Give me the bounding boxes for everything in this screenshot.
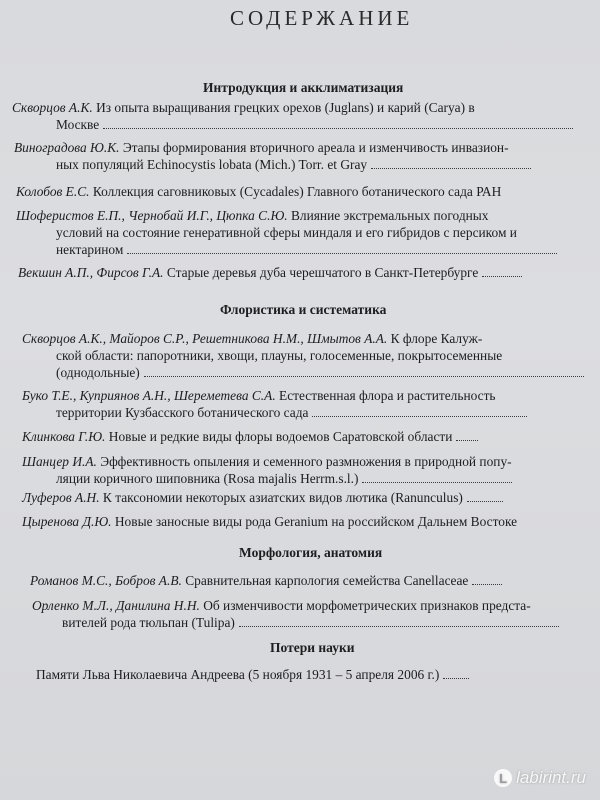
page-title: СОДЕРЖАНИЕ bbox=[230, 6, 414, 30]
entry-authors: Скворцов А.К., Майоров С.Р., Решетникова Н.М., Шмытов А.А. bbox=[22, 331, 388, 346]
toc-entry bbox=[16, 207, 557, 258]
leader-dots bbox=[467, 500, 503, 502]
toc-entry bbox=[16, 183, 501, 200]
entry-title: Сравнительная карпология семейства Canellaceae bbox=[181, 573, 469, 588]
leader-dots bbox=[362, 481, 512, 483]
entry-title-cont: ляции коричного шиповника (Rosa majalis Herrm.s.l.) bbox=[56, 471, 359, 486]
entry-authors: Скворцов А.К. bbox=[12, 100, 93, 115]
toc-entry bbox=[22, 489, 503, 506]
entry-title-cont: нектарином bbox=[56, 242, 124, 257]
section-heading-losses: Потери науки bbox=[270, 640, 355, 655]
toc-entry bbox=[12, 99, 573, 133]
toc-entry bbox=[30, 572, 502, 589]
entry-authors: Цыренова Д.Ю. bbox=[22, 514, 112, 529]
entry-title-cont: ской области: папоротники, хвощи, плауны, голосеменные, покрытосеменные bbox=[56, 348, 503, 363]
entry-authors: Романов М.С., Бобров А.В. bbox=[30, 573, 182, 588]
entry-title-cont: ных популяций Echinocystis lobata (Mich.) Torr. et Gray bbox=[56, 157, 368, 172]
leader-dots bbox=[239, 625, 559, 627]
entry-title-cont: (однодольные) bbox=[56, 365, 140, 380]
toc-entry bbox=[14, 139, 531, 173]
entry-title-cont: вителей рода тюльпан (Tulipa) bbox=[62, 615, 235, 630]
entry-authors: Векшин А.П., Фирсов Г.А. bbox=[18, 265, 164, 280]
toc-entry bbox=[22, 428, 478, 445]
toc-entry bbox=[32, 597, 559, 631]
watermark bbox=[494, 768, 586, 788]
entry-authors: Орленко М.Л., Данилина Н.Н. bbox=[32, 598, 200, 613]
entry-title: Естественная флора и растительность bbox=[275, 388, 496, 403]
entry-title: К флоре Калуж- bbox=[387, 331, 483, 346]
entry-title: Коллекция саговниковых (Cycadales) Главного ботанического сада РАН bbox=[89, 184, 502, 199]
section-heading-introduction: Интродукция и акклиматизация bbox=[203, 80, 404, 95]
leader-dots bbox=[103, 127, 573, 129]
watermark-text: labirint.ru bbox=[516, 768, 586, 787]
leader-dots bbox=[127, 252, 557, 254]
entry-title: Старые деревья дуба черешчатого в Санкт-Петербурге bbox=[163, 265, 479, 280]
leader-dots bbox=[144, 375, 584, 377]
entry-title-cont: территории Кузбасского ботанического сада bbox=[56, 405, 309, 420]
entry-title: Этапы формирования вторичного ареала и изменчивость инвазион- bbox=[119, 140, 509, 155]
entry-title: Из опыта выращивания грецких орехов (Juglans) и карий (Carya) в bbox=[92, 100, 475, 115]
entry-title-cont: условий на состояние генеративной сферы миндаля и его гибридов с персиком и bbox=[56, 225, 517, 240]
leader-dots bbox=[456, 439, 478, 441]
entry-authors: Шоферистов Е.П., Чернобай И.Г., Цюпка С.Ю. bbox=[16, 208, 288, 223]
entry-title: Памяти Льва Николаевича Андреева (5 ноября 1931 – 5 апреля 2006 г.) bbox=[36, 667, 440, 682]
leader-dots bbox=[312, 415, 527, 417]
toc-entry bbox=[36, 666, 469, 683]
entry-authors: Буко Т.Е., Куприянов А.Н., Шереметева С.А. bbox=[22, 388, 276, 403]
section-heading-morphology: Морфология, анатомия bbox=[239, 545, 383, 560]
section-heading-floristics: Флористика и систематика bbox=[220, 302, 387, 317]
entry-authors: Колобов Е.С. bbox=[16, 184, 90, 199]
entry-title: Влияние экстремальных погодных bbox=[287, 208, 489, 223]
entry-title: Новые заносные виды рода Geranium на российском Дальнем Востоке bbox=[111, 514, 518, 529]
entry-title: Эффективность опыления и семенного размножения в природной попу- bbox=[96, 454, 512, 469]
toc-entry bbox=[22, 387, 527, 421]
entry-authors: Виноградова Ю.К. bbox=[14, 140, 120, 155]
labirint-logo-icon: L bbox=[494, 769, 512, 787]
entry-title-cont: Москве bbox=[56, 117, 100, 132]
leader-dots bbox=[443, 677, 469, 679]
toc-entry bbox=[22, 453, 512, 487]
entry-authors: Шанцер И.А. bbox=[22, 454, 97, 469]
toc-entry bbox=[22, 330, 584, 381]
entry-authors: Луферов А.Н. bbox=[22, 490, 100, 505]
entry-title: Об изменчивости морфометрических признаков предста- bbox=[199, 598, 531, 613]
entry-title: Новые и редкие виды флоры водоемов Саратовской области bbox=[105, 429, 453, 444]
toc-entry bbox=[22, 513, 517, 530]
leader-dots bbox=[371, 167, 531, 169]
leader-dots bbox=[472, 583, 502, 585]
entry-title: К таксономии некоторых азиатских видов лютика (Ranunculus) bbox=[99, 490, 463, 505]
entry-authors: Клинкова Г.Ю. bbox=[22, 429, 106, 444]
leader-dots bbox=[482, 275, 522, 277]
toc-entry bbox=[18, 264, 522, 281]
